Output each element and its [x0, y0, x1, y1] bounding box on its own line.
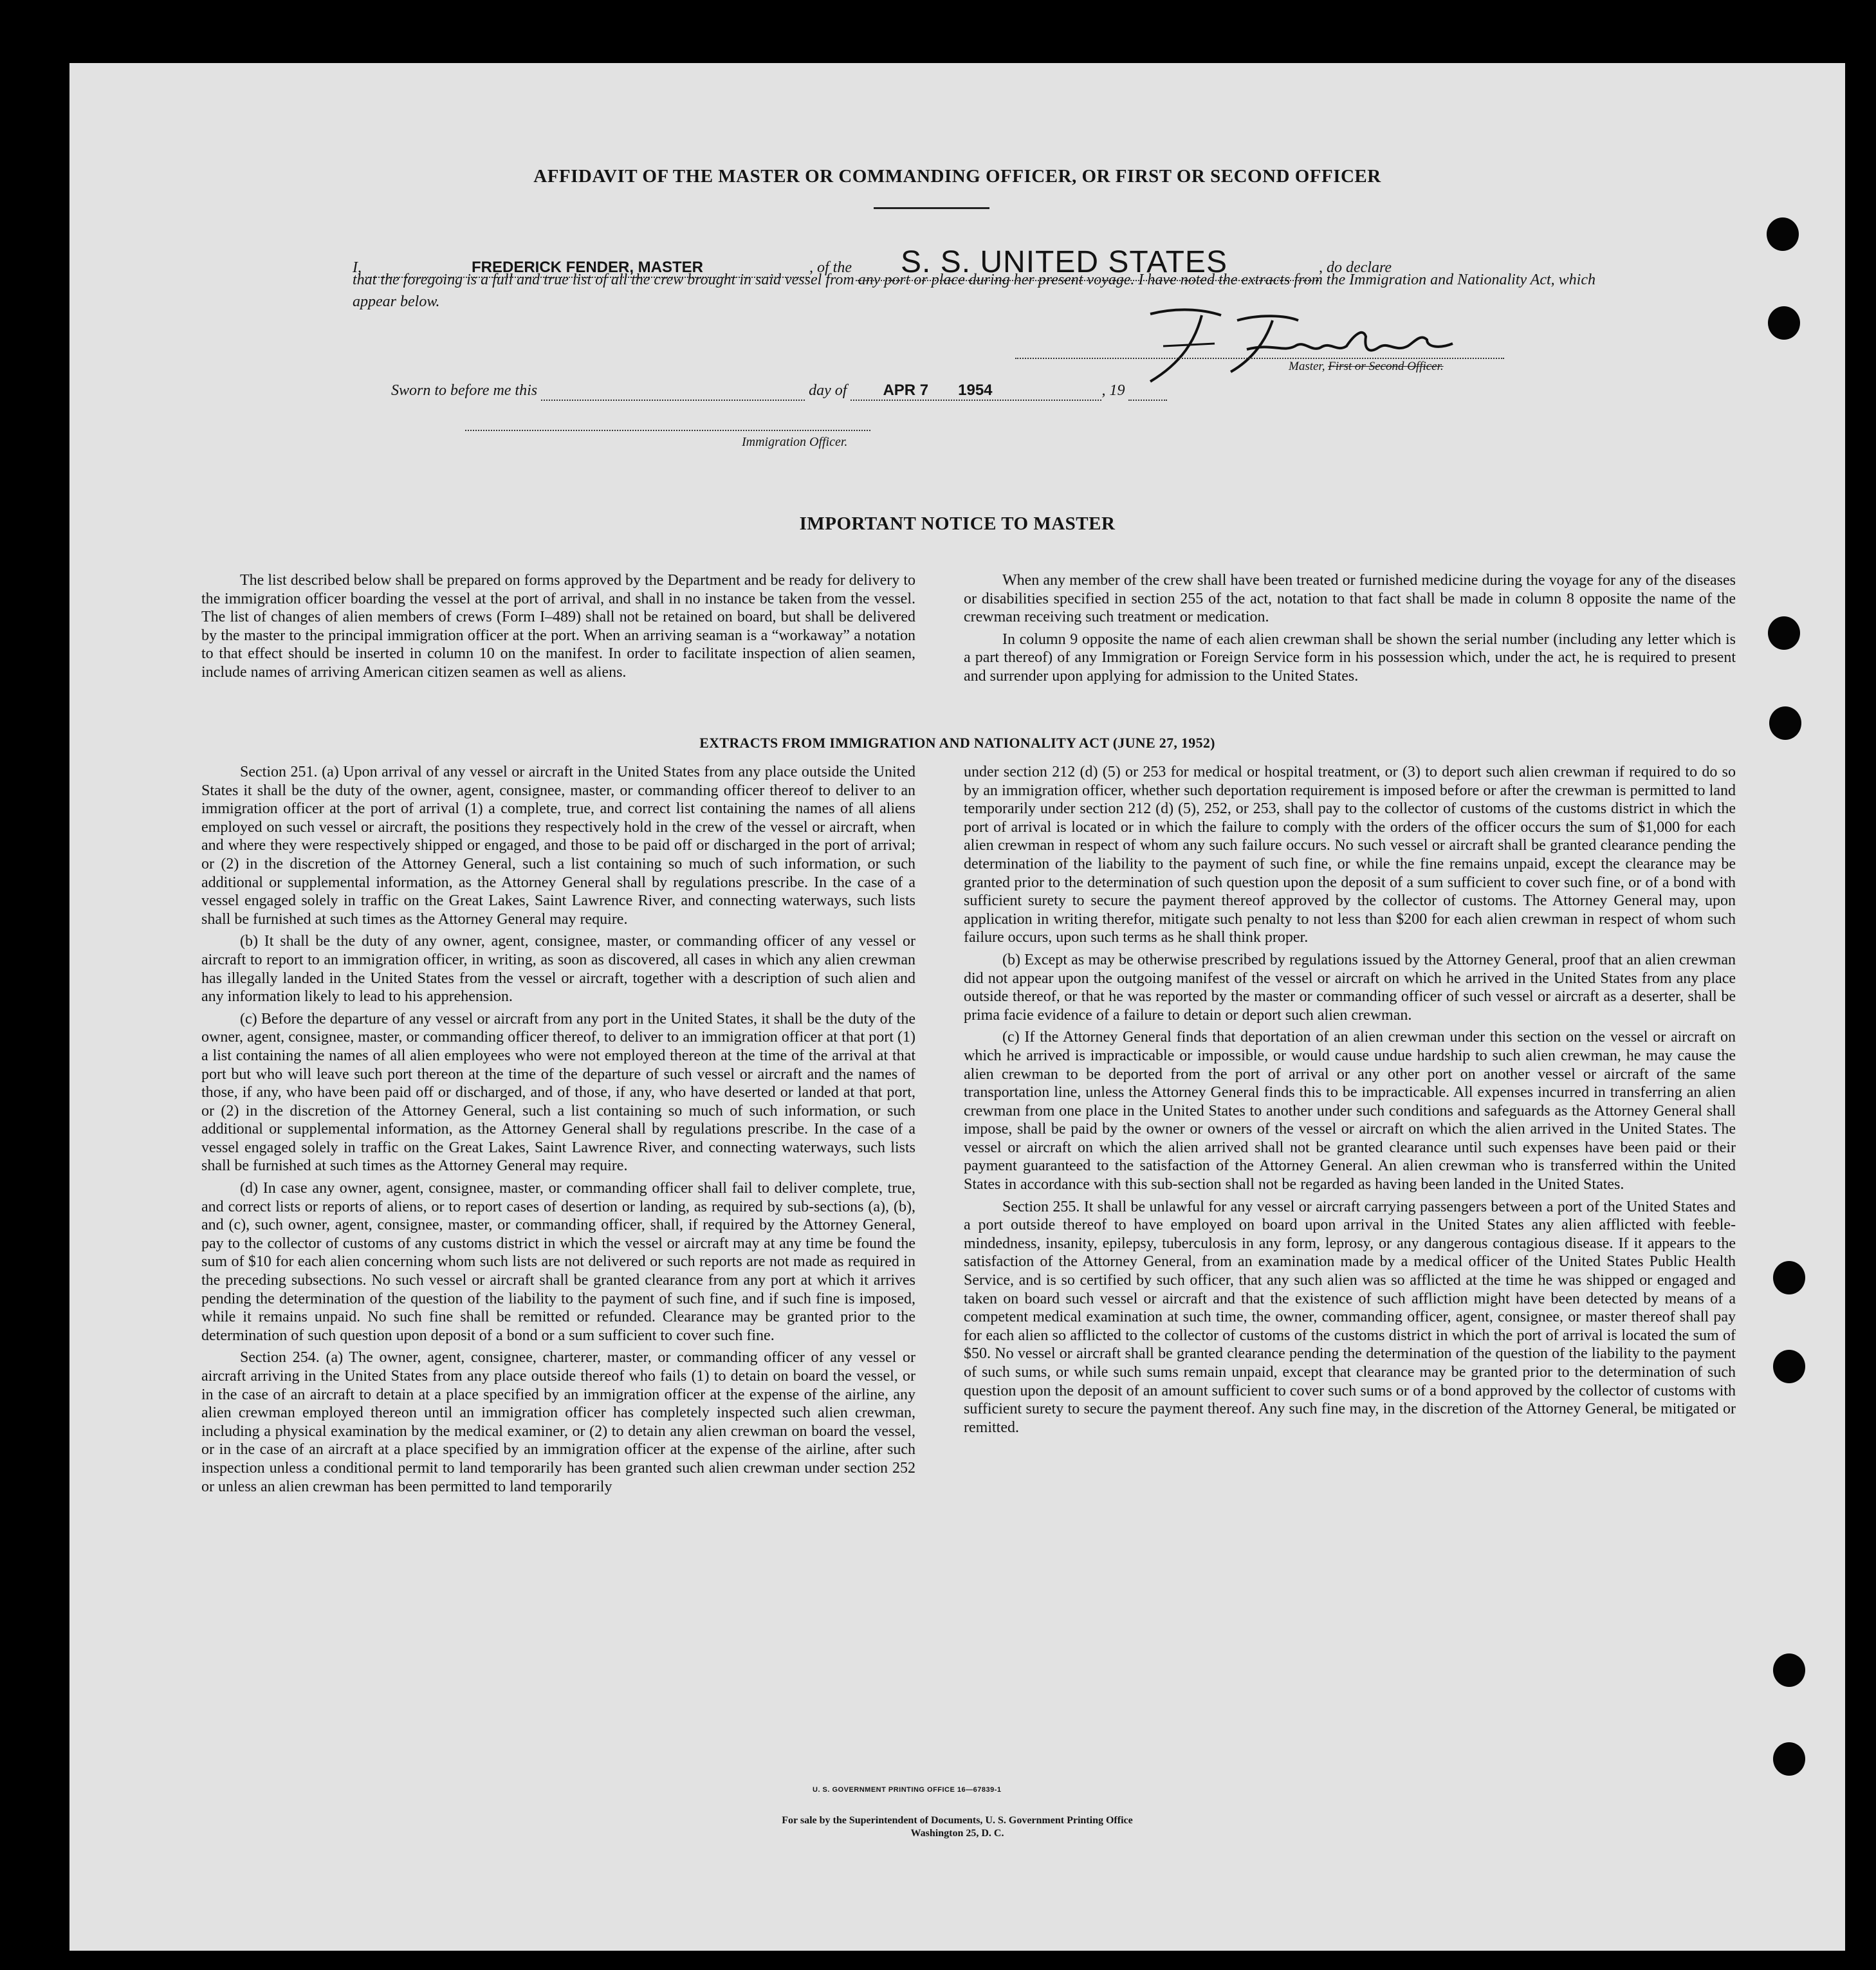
punch-hole-1 [1767, 217, 1799, 251]
document-page [69, 63, 1845, 1951]
punch-hole-2 [1768, 306, 1800, 340]
sworn-year-typed: 1954 [958, 382, 993, 399]
sworn-prefix: Sworn to before me this [391, 382, 538, 399]
punch-hole-5 [1773, 1261, 1805, 1294]
sale-line-2: Washington 25, D. C. [910, 1828, 1004, 1839]
extracts-left-column [201, 763, 915, 1500]
signature-line [1015, 358, 1504, 359]
notice-left-column [201, 571, 915, 686]
sworn-date: APR 7 [883, 382, 929, 399]
section-254-c: (c) If the Attorney General finds that deportation of an alien crewman under this section on the vessel or aircraft on which he arrived is impracticable or impossible, or would cause undue hardship to such alien crewman, he may cause the alien crewman to be deported from the port of arrival or any other port on another vessel or aircraft of the same transportation line, unless the Attorney General finds this to be impracticable. All expenses incurred in transferring an alien crewman from one place in the United States to another under such conditions and safeguards as the Attorney General shall impose, shall be paid by the owner or owners of the vessel or aircraft on which the alien arrived in the United States. The vessel or aircraft on which the alien arrived shall not be granted clearance until such expenses have been paid or their payment guaranteed to the satisfaction of the Attorney General. An alien crewman who is transferred within the United States in accordance with this sub-section shall not be regarded as having been landed in the United States. [964, 1029, 1736, 1193]
declarant-name: FREDERICK FENDER, MASTER [471, 259, 703, 276]
extracts-right-column [964, 763, 1736, 1441]
section-251-d: (d) In case any owner, agent, consignee, master, or commanding officer shall fail to deliver complete, true, and correct lists or reports of aliens, or to report cases of desertion or landing, as required by sub-sections (a), (b), and (c), such owner, agent, consignee, master, or commanding officer, shall, if required by the Attorney General, pay to the collector of customs of any customs district in which the vessel or aircraft may at any time be found the sum of $10 for each alien concerning whom such lists are not delivered or such reports are not made as required in the preceding subsections. No such vessel or aircraft shall be granted clearance from any port at which it arrives pending the determination of the question of the liability to the payment of such fine, and if such fine is imposed, while it remains unpaid. No such fine shall be remitted or refunded. Clearance may be granted prior to the determination of such question upon deposit of a bond or a sum sufficient to cover such fine. [201, 1180, 915, 1344]
sale-line-1: For sale by the Superintendent of Documents, U. S. Government Printing Office [782, 1815, 1133, 1826]
section-251-a: Section 251. (a) Upon arrival of any vessel or aircraft in the United States from any place outside the United States it shall be the duty of the owner, agent, consignee, master, or commanding officer thereof to deliver to an immigration officer at the port of arrival (1) a complete, true, and correct list containing the names of all aliens employed on such vessel or aircraft, the positions they respectively hold in the crew of the vessel or aircraft, when and where they were respectively shipped or engaged, and those to be paid off or discharged in the port of arrival; or (2) in the discretion of the Attorney General, such a list containing so much of such information, or such additional or supplemental information, as the Attorney General shall by regulations prescribe. In the case of a vessel engaged solely in traffic on the Great Lakes, Saint Lawrence River, and connecting waterways, such lists shall be furnished at such times as the Attorney General may require. [201, 764, 915, 928]
sworn-line [391, 382, 1167, 401]
of-the-label: , of the [809, 259, 852, 276]
extracts-title: EXTRACTS FROM IMMIGRATION AND NATIONALITY ACT (JUNE 27, 1952) [699, 735, 1215, 751]
signature-caption-struck: First or Second Officer. [1328, 360, 1444, 373]
section-251-c: (c) Before the departure of any vessel or aircraft from any port in the United States, it shall be the duty of the owner, agent, consignee, master, or commanding officer thereof, to deliver to an immigration officer at that port (1) a list containing the names of all alien employees who were not employed thereon at the time of the arrival at that port but who will leave such port thereon at the time of the departure of such vessel or aircraft and the names of those, if any, who have been paid off or discharged, and of those, if any, who have deserted or landed at that port, or (2) in the discretion of the Attorney General, such a list containing so much of such information, or such additional or supplemental information, as the Attorney General shall by regulations prescribe. In the case of a vessel engaged solely in traffic on the Great Lakes, Saint Lawrence River, and connecting waterways, such lists shall be furnished at such times as the Attorney General may require. [201, 1010, 915, 1175]
section-255: Section 255. It shall be unlawful for any vessel or aircraft carrying passengers between a port of the United States and a port outside thereof to have employed on board upon arrival in the United States any alien afflicted with feeble-mindedness, insanity, epilepsy, tuberculosis in any form, leprosy, or any dangerous contagious disease. If it appears to the satisfaction of the Attorney General, from an examination made by a medical officer of the United States Public Health Service, and is so certified by such officer, that any such alien was so afflicted at the time he was shipped or engaged and taken on board such vessel or aircraft and that the existence of such affliction might have been detected by means of a competent medical examination at such time, the owner, commanding officer, agent, consignee, or master thereof shall pay for each alien so afflicted to the collector of customs of the customs district in which the port of arrival is located the sum of $50. No vessel or aircraft shall be granted clearance pending the determination of the question of the liability to the payment of such sums, or while such sums remain unpaid, except that clearance may be granted prior to the determination of such question upon the deposit of an amount sufficient to cover such sums or of a bond approved by the collector of customs with sufficient surety to secure the payment thereof. Any such fine may, in the discretion of the Attorney General, be mitigated or remitted. [964, 1198, 1736, 1436]
immigration-officer-caption: Immigration Officer. [742, 435, 848, 449]
notice-right-paragraph-1: When any member of the crew shall have been treated or furnished medicine during the voyage for any of the diseases or disabilities specified in section 255 of the act, notation to that fact shall be made in column 8 opposite the name of the crewman receiving such treatment or medication. [964, 572, 1736, 626]
section-251-b: (b) It shall be the duty of any owner, agent, consignee, master, or commanding officer of any vessel or aircraft to report to an immigration officer, in writing, as soon as discovered, all cases in which any alien crewman has illegally landed in the United States from the vessel or aircraft, together with a description of such alien and any information likely to lead to his apprehension. [201, 933, 915, 1006]
master-signature [1125, 301, 1485, 391]
immigration-officer-line [465, 430, 870, 431]
notice-left-paragraph: The list described below shall be prepared on forms approved by the Department and be ready for delivery to the immigration officer boarding the vessel at the port of arrival, and shall in no instance be taken from the vessel. The list of changes of alien members of crews (Form I–489) shall not be retained on board, but shall be delivered by the master to the principal immigration officer at the port. When an arriving seaman is a “workaway” a notation to that effect should be inserted in column 10 on the manifest. In order to facilitate inspection of alien seamen, include names of arriving American citizen seamen as well as aliens. [201, 572, 915, 681]
punch-hole-6 [1773, 1350, 1805, 1383]
do-declare-label: , do declare [1319, 259, 1392, 276]
punch-hole-7 [1773, 1653, 1805, 1687]
day-of-label: day of [809, 382, 847, 399]
declaration-prefix: I, [353, 259, 362, 276]
section-254-b: (b) Except as may be otherwise prescribed by regulations issued by the Attorney General, proof that an alien crewman did not appear upon the outgoing manifest of the vessel or aircraft on which he arrived in the United States from any place outside thereof, or that he was reported by the master or commanding officer of such vessel or aircraft as a deserter, shall be prima facie evidence of a failure to detain or deport such alien crewman. [964, 951, 1736, 1024]
signature-caption-master: Master, [1289, 360, 1325, 373]
gpo-line: U. S. GOVERNMENT PRINTING OFFICE 16—67839-1 [813, 1786, 1002, 1794]
sale-notice [69, 1814, 1845, 1840]
vessel-name: S. S. UNITED STATES [901, 245, 1228, 279]
declaration-text: that the foregoing is a full and true list of all the crew brought in said vessel from any port or place during her present voyage. I have noted the extracts from the Immigration and Nationality Act, which appear below. [353, 272, 1596, 310]
notice-right-paragraph-2: In column 9 opposite the name of each alien crewman shall be shown the serial number (including any letter which is a part thereof) of any Immigration or Foreign Service form in his possession which, under the act, he is required to present and surrender upon applying for admission to the United States. [964, 631, 1736, 685]
sworn-day-field [541, 382, 805, 401]
punch-hole-3 [1768, 616, 1800, 650]
notice-right-column [964, 571, 1736, 690]
signature-caption [1289, 360, 1444, 374]
punch-hole-8 [1773, 1742, 1805, 1776]
affidavit-title: AFFIDAVIT OF THE MASTER OR COMMANDING OFFICER, OR FIRST OR SECOND OFFICER [533, 166, 1381, 187]
section-254-a: Section 254. (a) The owner, agent, consignee, charterer, master, or commanding officer of any vessel or aircraft arriving in the United States from any place outside thereof who fails (1) to detain on board the vessel, or in the case of an aircraft to detain at a place specified by an immigration officer at the expense of the airline, any alien crewman employed thereon until an immigration officer has completely inspected such alien crewman, including a physical examination by the medical examiner, or (2) to detain any alien crewman on board the vessel, or in the case of an aircraft at a place specified by an immigration officer at the expense of the airline, after such inspection unless a conditional permit to land temporarily has been granted such alien crewman under section 252 or unless an alien crewman has been permitted to land temporarily [201, 1349, 915, 1495]
title-divider [874, 207, 989, 209]
sworn-date-field [851, 382, 1101, 401]
year-field [1128, 382, 1167, 401]
year-suffix: , 19 [1101, 382, 1125, 399]
section-254-a-continued: under section 212 (d) (5) or 253 for medical or hospital treatment, or (3) to deport such alien crewman if required to do so by an immigration officer, whether such deportation requirement is imposed before or after the crewman is permitted to land temporarily under section 212 (d) (5), 252, or 253, shall pay to the collector of customs of the customs district in which the port of arrival is located or in which the failure to comply with the orders of the officer occurs the sum of $1,000 for each alien crewman in respect of whom any such failure occurs. No such vessel or aircraft shall be granted clearance pending the determination of the liability to the payment of such fine, or while the fine remains unpaid, except the clearance may be granted prior to the determination of such question upon the deposit of a sum sufficient to cover such fine, or of a bond with sufficient surety to secure the payment thereof approved by the collector of customs. The Attorney General may, upon application in writing therefor, mitigate such penalty to not less than $200 for each alien crewman in respect of whom such failure occurs, upon such terms as he shall think proper. [964, 764, 1736, 946]
notice-title: IMPORTANT NOTICE TO MASTER [799, 513, 1116, 534]
